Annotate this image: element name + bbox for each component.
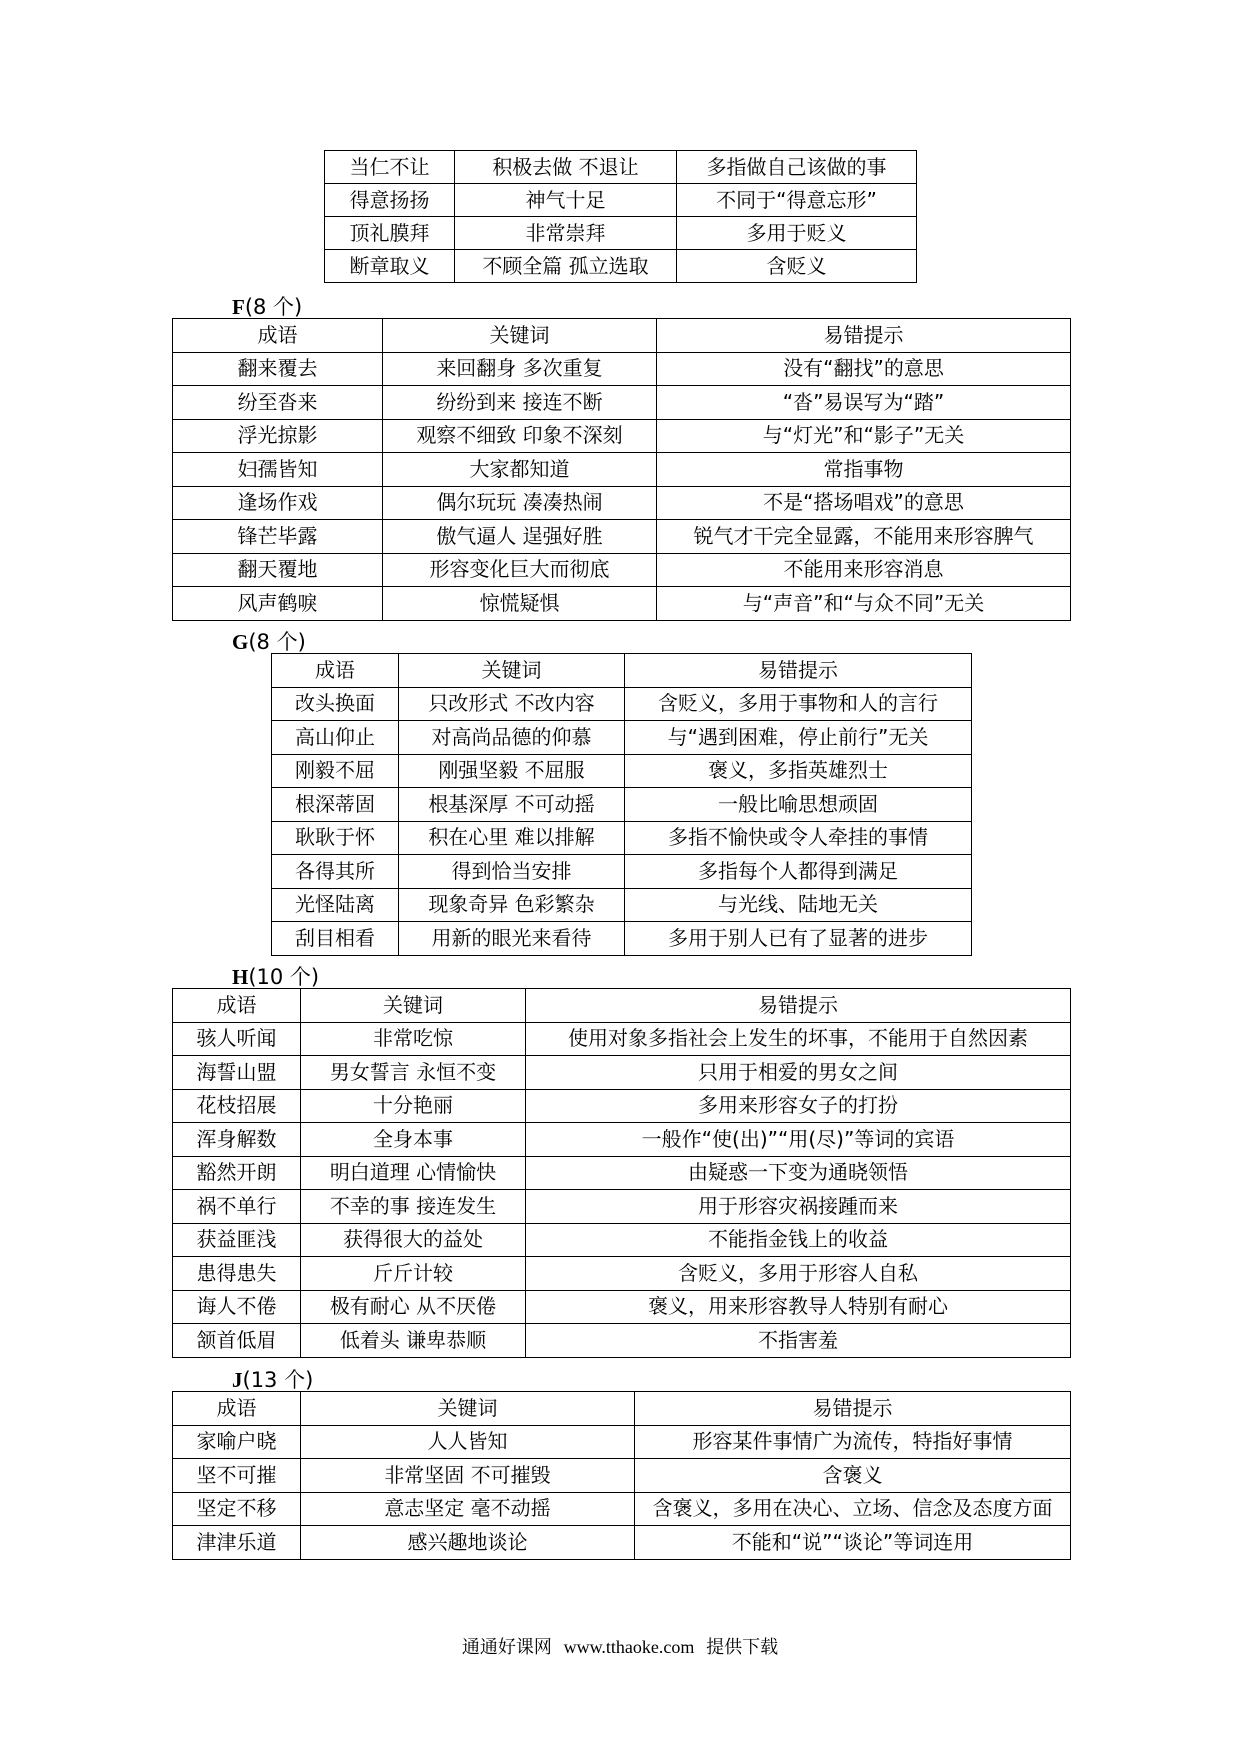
idiom-cell: 当仁不让 xyxy=(325,151,455,184)
table-header-row xyxy=(173,989,1071,1023)
idiom-cell: 根深蒂固 xyxy=(272,788,399,822)
tip-cell: 褒义，用来形容教导人特别有耐心 xyxy=(526,1290,1071,1324)
keyword-cell: 积在心里 难以排解 xyxy=(399,821,625,855)
idiom-cell: 翻来覆去 xyxy=(173,352,383,386)
header-keyword: 关键词 xyxy=(301,1392,635,1426)
keyword-cell: 斤斤计较 xyxy=(301,1257,526,1291)
keyword-cell: 得到恰当安排 xyxy=(399,855,625,889)
table-row xyxy=(173,1056,1071,1090)
section-count: (8 个) xyxy=(244,295,303,319)
table-row xyxy=(173,553,1071,587)
tip-cell: 与“声音”和“与众不同”无关 xyxy=(657,587,1071,621)
section-letter: F xyxy=(232,295,245,319)
keyword-cell: 男女誓言 永恒不变 xyxy=(301,1056,526,1090)
idiom-cell: 祸不单行 xyxy=(173,1190,301,1224)
table-row xyxy=(173,1459,1071,1493)
idiom-cell: 骇人听闻 xyxy=(173,1022,301,1056)
keyword-cell: 来回翻身 多次重复 xyxy=(383,352,657,386)
section-letter: J xyxy=(232,1368,243,1392)
idiom-cell: 浑身解数 xyxy=(173,1123,301,1157)
keyword-cell: 偶尔玩玩 凑凑热闹 xyxy=(383,486,657,520)
idiom-cell: 断章取义 xyxy=(325,250,455,283)
tip-cell: 含贬义 xyxy=(677,250,917,283)
tip-cell: 含褒义，多用在决心、立场、信念及态度方面 xyxy=(635,1492,1071,1526)
section-heading-j xyxy=(232,1364,313,1394)
idiom-cell: 颔首低眉 xyxy=(173,1324,301,1358)
keyword-cell: 十分艳丽 xyxy=(301,1089,526,1123)
tip-cell: 一般作“使(出)”“用(尽)”等词的宾语 xyxy=(526,1123,1071,1157)
idiom-cell: 刚毅不屈 xyxy=(272,754,399,788)
idiom-cell: 翻天覆地 xyxy=(173,553,383,587)
table-row xyxy=(173,1089,1071,1123)
tip-cell: 常指事物 xyxy=(657,453,1071,487)
table-row xyxy=(173,1492,1071,1526)
section-count: (10 个) xyxy=(248,965,320,989)
table-row xyxy=(272,754,972,788)
keyword-cell: 不幸的事 接连发生 xyxy=(301,1190,526,1224)
tip-cell: 多用来形容女子的打扮 xyxy=(526,1089,1071,1123)
table-row xyxy=(272,687,972,721)
section-count: (8 个) xyxy=(248,630,306,654)
tip-cell: 形容某件事情广为流传，特指好事情 xyxy=(635,1425,1071,1459)
keyword-cell: 纷纷到来 接连不断 xyxy=(383,386,657,420)
keyword-cell: 不顾全篇 孤立选取 xyxy=(455,250,677,283)
tip-cell: 多指每个人都得到满足 xyxy=(625,855,972,889)
keyword-cell: 大家都知道 xyxy=(383,453,657,487)
idiom-cell: 各得其所 xyxy=(272,855,399,889)
idiom-cell: 坚定不移 xyxy=(173,1492,301,1526)
tip-cell: 含贬义，多用于形容人自私 xyxy=(526,1257,1071,1291)
idiom-table-e-continued xyxy=(324,150,917,283)
table-row xyxy=(325,151,917,184)
header-tip: 易错提示 xyxy=(625,654,972,688)
tip-cell: 用于形容灾祸接踵而来 xyxy=(526,1190,1071,1224)
keyword-cell: 非常崇拜 xyxy=(455,217,677,250)
keyword-cell: 刚强坚毅 不屈服 xyxy=(399,754,625,788)
idiom-cell: 顶礼膜拜 xyxy=(325,217,455,250)
idiom-cell: 风声鹤唳 xyxy=(173,587,383,621)
keyword-cell: 非常坚固 不可摧毁 xyxy=(301,1459,635,1493)
tip-cell: 不同于“得意忘形” xyxy=(677,184,917,217)
idiom-cell: 海誓山盟 xyxy=(173,1056,301,1090)
idiom-cell: 得意扬扬 xyxy=(325,184,455,217)
keyword-cell: 积极去做 不退让 xyxy=(455,151,677,184)
section-heading-h xyxy=(232,961,319,991)
keyword-cell: 观察不细致 印象不深刻 xyxy=(383,419,657,453)
table-row xyxy=(272,721,972,755)
table-row xyxy=(272,888,972,922)
keyword-cell: 只改形式 不改内容 xyxy=(399,687,625,721)
header-tip: 易错提示 xyxy=(526,989,1071,1023)
table-row xyxy=(173,1223,1071,1257)
table-row xyxy=(173,1190,1071,1224)
idiom-cell: 花枝招展 xyxy=(173,1089,301,1123)
table-row xyxy=(173,1290,1071,1324)
keyword-cell: 用新的眼光来看待 xyxy=(399,922,625,956)
keyword-cell: 傲气逼人 逞强好胜 xyxy=(383,520,657,554)
tip-cell: 多用于贬义 xyxy=(677,217,917,250)
idiom-cell: 豁然开朗 xyxy=(173,1156,301,1190)
page-footer xyxy=(0,1633,1240,1659)
idiom-table-j xyxy=(172,1391,1071,1560)
tip-cell: 只用于相爱的男女之间 xyxy=(526,1056,1071,1090)
header-keyword: 关键词 xyxy=(399,654,625,688)
table-row xyxy=(173,386,1071,420)
table-row xyxy=(173,1425,1071,1459)
idiom-cell: 光怪陆离 xyxy=(272,888,399,922)
keyword-cell: 低着头 谦卑恭顺 xyxy=(301,1324,526,1358)
idiom-table-f xyxy=(172,318,1071,621)
tip-cell: 与“灯光”和“影子”无关 xyxy=(657,419,1071,453)
keyword-cell: 形容变化巨大而彻底 xyxy=(383,553,657,587)
idiom-table-h xyxy=(172,988,1071,1358)
idiom-cell: 高山仰止 xyxy=(272,721,399,755)
table-row xyxy=(325,250,917,283)
header-idiom: 成语 xyxy=(272,654,399,688)
table-row xyxy=(173,352,1071,386)
idiom-cell: 获益匪浅 xyxy=(173,1223,301,1257)
tip-cell: 不能用来形容消息 xyxy=(657,553,1071,587)
table-row xyxy=(325,217,917,250)
idiom-table-g xyxy=(271,653,972,956)
table-row xyxy=(173,486,1071,520)
table-row xyxy=(173,419,1071,453)
tip-cell: 不指害羞 xyxy=(526,1324,1071,1358)
table-header-row xyxy=(173,319,1071,353)
table-row xyxy=(173,1123,1071,1157)
table-row xyxy=(272,821,972,855)
table-row xyxy=(173,1526,1071,1560)
table-row xyxy=(173,453,1071,487)
section-letter: G xyxy=(232,630,249,654)
tip-cell: 锐气才干完全显露，不能用来形容脾气 xyxy=(657,520,1071,554)
idiom-cell: 家喻户晓 xyxy=(173,1425,301,1459)
idiom-cell: 浮光掠影 xyxy=(173,419,383,453)
idiom-cell: 诲人不倦 xyxy=(173,1290,301,1324)
header-tip: 易错提示 xyxy=(657,319,1071,353)
tip-cell: 没有“翻找”的意思 xyxy=(657,352,1071,386)
header-idiom: 成语 xyxy=(173,989,301,1023)
table-row xyxy=(173,587,1071,621)
keyword-cell: 根基深厚 不可动摇 xyxy=(399,788,625,822)
keyword-cell: 全身本事 xyxy=(301,1123,526,1157)
tip-cell: “沓”易误写为“踏” xyxy=(657,386,1071,420)
header-keyword: 关键词 xyxy=(383,319,657,353)
keyword-cell: 明白道理 心情愉快 xyxy=(301,1156,526,1190)
footer-suffix: 提供下载 xyxy=(706,1637,779,1658)
idiom-cell: 纷至沓来 xyxy=(173,386,383,420)
tip-cell: 多用于别人已有了显著的进步 xyxy=(625,922,972,956)
header-idiom: 成语 xyxy=(173,319,383,353)
header-idiom: 成语 xyxy=(173,1392,301,1426)
footer-site-name: 通通好课网 xyxy=(461,1637,552,1658)
table-row xyxy=(272,788,972,822)
table-row xyxy=(272,855,972,889)
table-header-row xyxy=(173,1392,1071,1426)
table-row xyxy=(325,184,917,217)
tip-cell: 褒义，多指英雄烈士 xyxy=(625,754,972,788)
header-keyword: 关键词 xyxy=(301,989,526,1023)
table-row xyxy=(173,1257,1071,1291)
idiom-cell: 妇孺皆知 xyxy=(173,453,383,487)
tip-cell: 不能和“说”“谈论”等词连用 xyxy=(635,1526,1071,1560)
tip-cell: 多指不愉快或令人牵挂的事情 xyxy=(625,821,972,855)
section-letter: H xyxy=(232,965,249,989)
table-header-row xyxy=(272,654,972,688)
tip-cell: 多指做自己该做的事 xyxy=(677,151,917,184)
idiom-cell: 耿耿于怀 xyxy=(272,821,399,855)
keyword-cell: 意志坚定 毫不动摇 xyxy=(301,1492,635,1526)
tip-cell: 含贬义，多用于事物和人的言行 xyxy=(625,687,972,721)
tip-cell: 一般比喻思想顽固 xyxy=(625,788,972,822)
idiom-cell: 锋芒毕露 xyxy=(173,520,383,554)
keyword-cell: 感兴趣地谈论 xyxy=(301,1526,635,1560)
keyword-cell: 非常吃惊 xyxy=(301,1022,526,1056)
idiom-cell: 患得患失 xyxy=(173,1257,301,1291)
table-row xyxy=(173,1324,1071,1358)
tip-cell: 使用对象多指社会上发生的坏事，不能用于自然因素 xyxy=(526,1022,1071,1056)
table-row xyxy=(173,1156,1071,1190)
tip-cell: 与“遇到困难，停止前行”无关 xyxy=(625,721,972,755)
idiom-cell: 坚不可摧 xyxy=(173,1459,301,1493)
tip-cell: 不是“搭场唱戏”的意思 xyxy=(657,486,1071,520)
keyword-cell: 人人皆知 xyxy=(301,1425,635,1459)
header-tip: 易错提示 xyxy=(635,1392,1071,1426)
table-row xyxy=(173,1022,1071,1056)
table-row xyxy=(173,520,1071,554)
tip-cell: 不能指金钱上的收益 xyxy=(526,1223,1071,1257)
idiom-cell: 津津乐道 xyxy=(173,1526,301,1560)
idiom-cell: 刮目相看 xyxy=(272,922,399,956)
idiom-cell: 逢场作戏 xyxy=(173,486,383,520)
keyword-cell: 获得很大的益处 xyxy=(301,1223,526,1257)
section-heading-g xyxy=(232,626,306,656)
keyword-cell: 现象奇异 色彩繁杂 xyxy=(399,888,625,922)
tip-cell: 与光线、陆地无关 xyxy=(625,888,972,922)
keyword-cell: 极有耐心 从不厌倦 xyxy=(301,1290,526,1324)
footer-url[interactable]: www.tthaoke.com xyxy=(563,1637,695,1657)
table-row xyxy=(272,922,972,956)
tip-cell: 含褒义 xyxy=(635,1459,1071,1493)
keyword-cell: 神气十足 xyxy=(455,184,677,217)
section-heading-f xyxy=(232,291,302,321)
section-count: (13 个) xyxy=(242,1368,314,1392)
keyword-cell: 惊慌疑惧 xyxy=(383,587,657,621)
idiom-cell: 改头换面 xyxy=(272,687,399,721)
tip-cell: 由疑惑一下变为通晓领悟 xyxy=(526,1156,1071,1190)
keyword-cell: 对高尚品德的仰慕 xyxy=(399,721,625,755)
